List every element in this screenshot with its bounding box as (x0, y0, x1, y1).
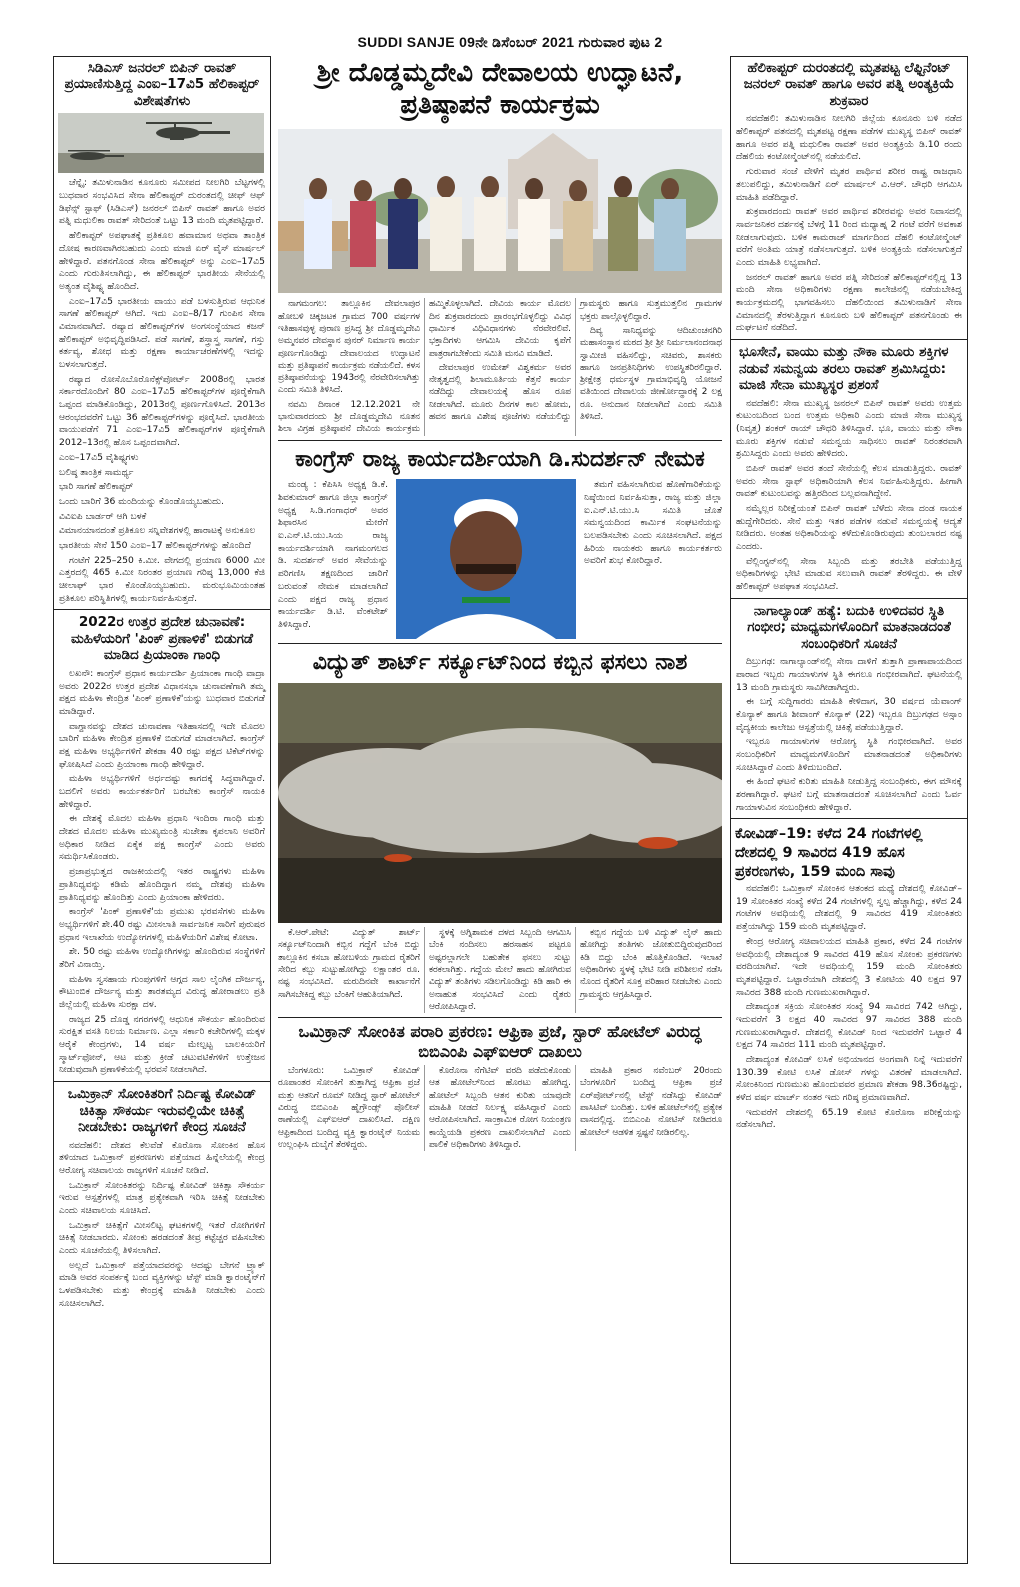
paragraph: ಗುರುವಾರ ಸಂಜೆ ವೇಳೆಗೆ ಮೃತರ ಪಾರ್ಥಿವ ಶರೀರ ರಾಷ್ಟ್ರ ರಾಜಧಾನಿ ತಲುಪಲಿದ್ದು, ತಮಿಳುನಾಡಿಗೆ ಏರ್ ಮಾರ್ಷಲ್ ವಿ.ಆರ್. ಚೌಧರಿ ಆಗಮಿಸಿ ಮಾಹಿತಿ ಪಡೆದಿದ್ದಾರೆ. (736, 166, 962, 203)
paragraph: ನವದೆಹಲಿ: ಸೇನಾ ಮುಖ್ಯಸ್ಥ ಜನರಲ್ ಬಿಪಿನ್ ರಾವತ್ ಅವರು ಉತ್ತಮ ಕುಟುಂಬದಿಂದ ಬಂದ ಉತ್ತಮ ಅಧಿಕಾರಿ ಎಂದು ಮಾಜಿ ಸೇನಾ ಮುಖ್ಯಸ್ಥ (ನಿವೃತ್ತ) ಶಂಕರ್ ರಾಯ್ ಚೌಧರಿ ತಿಳಿಸಿದ್ದಾರೆ. ಭೂ, ವಾಯು ಮತ್ತು ನೌಕಾ ಮೂರು ಶಕ್ತಿಗಳ ನಡುವೆ ಸಮನ್ವಯ ಸಾಧಿಸಲು ರಾವತ್ ನಿರಂತರವಾಗಿ ಶ್ರಮಿಸಿದ್ದರು ಎಂದು ಅವರು ಹೇಳಿದರು. (736, 397, 962, 460)
paragraph: ಒಮಿಕ್ರಾನ್ ಚಿಕಿತ್ಸೆಗೆ ಮೀಸಲಿಟ್ಟ ಘಟಕಗಳಲ್ಲಿ ಇತರೆ ರೋಗಿಗಳಿಗೆ ಚಿಕಿತ್ಸೆ ನೀಡಬಾರದು. ಸೋಂಕು ಹರಡದಂತೆ ತೀವ್ರ ಕಟ್ಟೆಚ್ಚರ ವಹಿಸಬೇಕು ಎಂದು ಸೂಚನೆಯಲ್ಲಿ ತಿಳಿಸಲಾಗಿದೆ. (59, 1219, 265, 1257)
list-item: ವಿಮಾನಯಾನದಂತೆ ಪ್ರತಿಕೂಲ ಸನ್ನಿವೇಶಗಳಲ್ಲಿ ಹಾರಾಟಕ್ಕೆ ಅನುಕೂಲ (59, 525, 256, 537)
helicopter-body (54, 177, 270, 605)
helicopter-image (58, 113, 264, 173)
paragraph: ಶೇ. 50 ರಷ್ಟು ಮಹಿಳಾ ಉದ್ಯೋಗಿಗಳನ್ನು ಹೊಂದಿರುವ ಸಂಸ್ಥೆಗಳಿಗೆ ತೆರಿಗೆ ವಿನಾಯ್ತಿ. (59, 946, 265, 970)
paragraph: ವಾಗ್ದಾನವನ್ನು ದೇಶದ ಚುನಾವಣಾ ಇತಿಹಾಸದಲ್ಲಿ ಇದೇ ಮೊದಲ ಬಾರಿಗೆ ಮಹಿಳಾ ಕೇಂದ್ರಿತ ಪ್ರಣಾಳಿಕೆ ಬಿಡುಗಡೆ ಮಾಡಲಾಗಿದೆ. ಕಾಂಗ್ರೆಸ್ ಪಕ್ಷ ಮಹಿಳಾ ಅಭ್ಯರ್ಥಿಗಳಿಗೆ ಶೇಕಡಾ 40 ರಷ್ಟು ಪಕ್ಷದ ಟಿಕೆಟ್‌ಗಳನ್ನು ಘೋಷಿಸಿದೆ ಎಂದು ಪ್ರಿಯಾಂಕಾ ಗಾಂಧಿ ಹೇಳಿದ್ದಾರೆ. (59, 720, 265, 770)
paragraph: ಬಿಪಿನ್ ರಾವತ್ ಅವರ ತಂದೆ ಸೇನೆಯಲ್ಲಿ ಕೆಲಸ ಮಾಡುತ್ತಿದ್ದರು. ರಾವತ್ ಅವರು ಸೇನಾ ಸ್ಟಾಫ್ ಅಧಿಕಾರಿಯಾಗಿ ಕೆಲಸ ನಿರ್ವಹಿಸುತ್ತಿದ್ದರು. ಹೀಗಾಗಿ ರಾವತ್ ಕುಟುಂಬವನ್ನು ಹತ್ತಿರದಿಂದ ಬಲ್ಲವನಾಗಿದ್ದೇನೆ. (736, 462, 962, 500)
paragraph: ದಿಬ್ರುಗಢ: ನಾಗಾಲ್ಯಾಂಡ್‌ನಲ್ಲಿ ಸೇನಾ ದಾಳಿಗೆ ತುತ್ತಾಗಿ ಪ್ರಾಣಾಪಾಯದಿಂದ ಪಾರಾದ ಇಬ್ಬರು ಗಾಯಾಳುಗಳ ಸ್ಥಿತಿ ಈಗಲೂ ಗಂಭೀರವಾಗಿದೆ. ಘಟನೆಯಲ್ಲಿ 13 ಮಂದಿ ಗ್ರಾಮಸ್ಥರು ಸಾವಿಗೀಡಾಗಿದ್ದರು. (736, 656, 962, 693)
list-item: ವಿವಿಐಪಿ ಬಾರ್ಡರ್ ಆಗಿ ಬಳಕೆ (59, 510, 147, 522)
paragraph: ಲಖನೌ: ಕಾಂಗ್ರೆಸ್ ಪ್ರಧಾನ ಕಾರ್ಯದರ್ಶಿ ಪ್ರಿಯಾಂಕಾ ಗಾಂಧಿ ವಾದ್ರಾ ಅವರು 2022ರ ಉತ್ತರ ಪ್ರದೇಶ ವಿಧಾನಸಭಾ ಚುನಾವಣೆಗಾಗಿ ತಮ್ಮ ಪಕ್ಷದ ಮಹಿಳಾ ಕೇಂದ್ರಿತ 'ಪಿಂಕ್ ಪ್ರಣಾಳಿಕೆ'ಯನ್ನು ಬುಧವಾರ ಬಿಡುಗಡೆ ಮಾಡಿದ್ದಾರೆ. (59, 667, 265, 717)
helicopter-photo (58, 113, 266, 173)
paragraph: ಎಂಐ–17ವಿ5 ಭಾರತೀಯ ವಾಯು ಪಡೆ ಬಳಸುತ್ತಿರುವ ಆಧುನಿಕ ಸಾಗಣೆ ಹೆಲಿಕಾಪ್ಟರ್ ಆಗಿದೆ. ಇದು ಎಂಐ–8/17 ಗುಂಪಿನ ಸೇನಾ ವಿಮಾನವಾಗಿದೆ. ರಷ್ಯಾದ ಹೆಲಿಕಾಪ್ಟರ್‌ಗಳ ಅಂಗಸಂಸ್ಥೆಯಾದ ಕಜನ್ ಹೆಲಿಕಾಪ್ಟರ್ ಅಭಿವೃದ್ಧಿಪಡಿಸಿದೆ. ಪಡೆ ಸಾಗಣೆ, ಶಸ್ತ್ರಾಸ್ತ್ರ ಸಾಗಣೆ, ಗಸ್ತು ಕರ್ತವ್ಯ, ಶೋಧ ಮತ್ತು ರಕ್ಷಣಾ ಕಾರ್ಯಾಚರಣೆಗಳಲ್ಲಿ ಇದನ್ನು ಬಳಸಲಾಗುತ್ತದೆ. (59, 295, 265, 371)
list-item: ಬಲಿಷ್ಠ ತಾಂತ್ರಿಕ ಸಾಮರ್ಥ್ಯ (59, 466, 134, 478)
temple-headline: ಶ್ರೀ ದೊಡ್ಡಮ್ಮದೇವಿ ದೇವಾಲಯ ಉದ್ಘಾಟನೆ, ಪ್ರತಿಷ್ಠಾಪನೆ ಕಾರ್ಯಕ್ರಮ (316, 58, 684, 120)
divider (278, 1017, 722, 1018)
paragraph: ಅಲ್ಲದೆ ಒಮಿಕ್ರಾನ್ ಪತ್ತೆಯಾದವರನ್ನು ಆದಷ್ಟು ಬೇಗನೆ ಟ್ರ್ಯಾಕ್ ಮಾಡಿ ಅವರ ಸಂಪರ್ಕಕ್ಕೆ ಬಂದ ವ್ಯಕ್ತಿಗಳನ್ನು ಟೆಸ್ಟ್ ಮಾಡಿ ಕ್ವಾರಂಟೈನ್‌ಗೆ ಒಳಪಡಿಸಬೇಕು ಮತ್ತು ಕೇಂದ್ರಕ್ಕೆ ಮಾಹಿತಿ ನೀಡಬೇಕು ಎಂದು ಸೂಚಿಸಲಾಗಿದೆ. (59, 1259, 265, 1309)
paragraph: ನವದೆಹಲಿ: ತಮಿಳುನಾಡಿನ ನೀಲಗಿರಿ ಜಿಲ್ಲೆಯ ಕೂನೂರು ಬಳಿ ನಡೆದ ಹೆಲಿಕಾಪ್ಟರ್ ಪತನದಲ್ಲಿ ಮೃತಪಟ್ಟ ರಕ್ಷಣಾ ಪಡೆಗಳ ಮುಖ್ಯಸ್ಥ ಬಿಪಿನ್ ರಾವತ್ ಹಾಗೂ ಅವರ ಪತ್ನಿ ಮಧುಲಿಕಾ ರಾವತ್ ಅವರ ಅಂತ್ಯಕ್ರಿಯೆ ಡಿ.10 ರಂದು ದೆಹಲಿಯ ಕಂಟೋನ್ಮೆಂಟ್‌ನಲ್ಲಿ ನಡೆಯಲಿದೆ. (736, 113, 962, 163)
paragraph: ಕೆ.ಆರ್.ಪೇಟೆ: ವಿದ್ಯುತ್ ಶಾರ್ಟ್ ಸರ್ಕ್ಯೂಟ್‌ನಿಂದಾಗಿ ಕಬ್ಬಿನ ಗದ್ದೆಗೆ ಬೆಂಕಿ ಬಿದ್ದು ತಾಲ್ಲೂಕಿನ ಕಸಬಾ ಹೋಬಳಿಯ ಗ್ರಾಮದ ರೈತರಿಗೆ ಸೇರಿದ ಕಬ್ಬು ಸುಟ್ಟುಹೋಗಿದ್ದು ಲಕ್ಷಾಂತರ ರೂ. ನಷ್ಟ ಸಂಭವಿಸಿದೆ. ಮರುದಿನವೇ ಕಾರ್ಖಾನೆಗೆ ಸಾಗಿಸಬೇಕಿದ್ದ ಕಬ್ಬು ಬೆಂಕಿಗೆ ಆಹುತಿಯಾಗಿದೆ. (278, 928, 420, 1000)
temple-body (278, 298, 722, 435)
covid-headline: ಕೋವಿಡ್–19: ಕಳೆದ 24 ಗಂಟೆಗಳಲ್ಲಿ ದೇಶದಲ್ಲಿ 9 ಸಾವಿರದ 419 ಹೊಸ ಪ್ರಕರಣಗಳು, 159 ಮಂದಿ ಸಾವು (735, 826, 923, 880)
list-item: ಭಾರತೀಯ ಸೇನೆ 150 ಎಂಐ–17 ಹೆಲಿಕಾಪ್ಟರ್‌ಗಳನ್ನು ಹೊಂದಿದೆ (59, 539, 251, 551)
paragraph: ನವದೆಹಲಿ: ಒಮಿಕ್ರಾನ್ ಸೋಂಕಿನ ಆತಂಕದ ಮಧ್ಯೆ ದೇಶದಲ್ಲಿ ಕೋವಿಡ್–19 ಸೋಂಕಿತರ ಸಂಖ್ಯೆ ಕಳೆದ 24 ಗಂಟೆಗಳಲ್ಲಿ ಸ್ವಲ್ಪ ಹೆಚ್ಚಾಗಿದ್ದು, ಕಳೆದ 24 ಗಂಟೆಗಳ ಅವಧಿಯಲ್ಲಿ ದೇಶದಲ್ಲಿ 9 ಸಾವಿರದ 419 ಸೋಂಕಿತರು ಪತ್ತೆಯಾಗಿದ್ದು 159 ಮಂದಿ ಮೃತಪಟ್ಟಿದ್ದಾರೆ. (736, 883, 962, 933)
paragraph: ಈ ಹಿಂದೆ ಘಟನೆ ಕುರಿತು ಮಾಹಿತಿ ನೀಡುತ್ತಿದ್ದ ಸಂಬಂಧಿಕರು, ಈಗ ಮೌನಕ್ಕೆ ಶರಣಾಗಿದ್ದಾರೆ. ಘಟನೆ ಬಗ್ಗೆ ಮಾತನಾಡದಂತೆ ಸೂಚಿಸಲಾಗಿದೆ ಎಂದು ಓರ್ವ ಗಾಯಾಳುವಿನ ಸಂಬಂಧಿಕರು ಹೇಳಿದ್ದಾರೆ. (736, 776, 962, 813)
paragraph: ಜನರಲ್ ರಾವತ್ ಹಾಗೂ ಅವರ ಪತ್ನಿ ಸೇರಿದಂತೆ ಹೆಲಿಕಾಪ್ಟರ್‌ನಲ್ಲಿದ್ದ 13 ಮಂದಿ ಸೇನಾ ಅಧಿಕಾರಿಗಳು ರಕ್ಷಣಾ ಕಾಲೇಜಿನಲ್ಲಿ ನಡೆಯಬೇಕಿದ್ದ ಕಾರ್ಯಕ್ರಮದಲ್ಲಿ ಭಾಗವಹಿಸಲು ದೆಹಲಿಯಿಂದ ತಮಿಳುನಾಡಿಗೆ ಸೇನಾ ವಿಮಾನದಲ್ಲಿ ತೆರಳುತ್ತಿದ್ದಾಗ ಕೂನೂರು ಬಳಿ ಹೆಲಿಕಾಪ್ಟರ್ ಪತನಗೊಂಡು ಈ ದುರ್ಘಟನೆ ನಡೆದಿದೆ. (736, 271, 962, 334)
nagaland-body (731, 656, 967, 814)
fire-photo (278, 683, 722, 923)
pink-manifesto-headline: 2022ರ ಉತ್ತರ ಪ್ರದೇಶ ಚುನಾವಣೆ: ಮಹಿಳೆಯರಿಗೆ 'ಪಿಂಕ್ ಪ್ರಣಾಳಿಕೆ' ಬಿಡುಗಡೆ ಮಾಡಿದ ಪ್ರಿಯಾಂಕಾ ಗಾಂಧಿ (70, 614, 254, 664)
paragraph: ಕೊರೊನಾ ನೆಗೆಟಿವ್ ವರದಿ ಪಡೆದುಕೊಂಡು ಆತ ಹೋಟೆಲ್‌ನಿಂದ ಹೊರಟು ಹೋಗಿದ್ದ. ಹೋಟೆಲ್ ಸಿಬ್ಬಂದಿ ಆತನ ಕುರಿತು ಯಾವುದೇ ಮಾಹಿತಿ ನೀಡದೆ ನಿರ್ಲಕ್ಷ್ಯ ವಹಿಸಿದ್ದಾರೆ ಎಂದು ಆರೋಪಿಸಲಾಗಿದೆ. ಸಾಂಕ್ರಾಮಿಕ ರೋಗ ನಿಯಂತ್ರಣ ಕಾಯ್ದೆಯಡಿ ಪ್ರಕರಣ ದಾಖಲಿಸಲಾಗಿದೆ ಎಂದು ಪಾಲಿಕೆ ಅಧಿಕಾರಿಗಳು ತಿಳಿಸಿದ್ದಾರೆ. (429, 1066, 571, 1150)
paragraph: ರಷ್ಯಾದ ರೋಸೊಬೊರೊನೆಕ್ಸ್‌ಪೋರ್ಟ್ 2008ರಲ್ಲಿ ಭಾರತ ಸರ್ಕಾರದೊಂದಿಗೆ 80 ಎಂಐ–17ವಿ5 ಹೆಲಿಕಾಪ್ಟರ್‌ಗಳ ಪೂರೈಕೆಗಾಗಿ ಒಪ್ಪಂದ ಮಾಡಿಕೊಂಡಿದ್ದು, 2013ರಲ್ಲಿ ಪೂರ್ಣಗೊಳಿಸಿದೆ. 2013ರ ಆರಂಭದವರೆಗೆ ಒಟ್ಟು 36 ಹೆಲಿಕಾಪ್ಟರ್‌ಗಳನ್ನು ಪೂರೈಸಿದೆ. ಭಾರತೀಯ ವಾಯುಪಡೆಗೆ 71 ಎಂಐ–17ವಿ5 ಹೆಲಿಕಾಪ್ಟರ್‌ಗಳ ಪೂರೈಕೆಗಾಗಿ 2012–13ರಲ್ಲಿ ಹೊಸ ಒಪ್ಪಂದವಾಗಿದೆ. (59, 373, 265, 449)
list-item: ಒಂದು ಬಾರಿಗೆ 36 ಮಂದಿಯನ್ನು ಕೊಂಡೊಯ್ಯಬಹುದು. (59, 495, 224, 507)
divider (54, 1081, 270, 1082)
paragraph: ದೇಶಾದ್ಯಂತ ಕೋವಿಡ್ ಲಸಿಕೆ ಅಭಿಯಾನದ ಅಂಗವಾಗಿ ನಿನ್ನೆ ಇದುವರೆಗೆ 130.39 ಕೋಟಿ ಲಸಿಕೆ ಡೋಸ್ ಗಳನ್ನು ವಿತರಣೆ ಮಾಡಲಾಗಿದೆ. ಸೋಂಕಿನಿಂದ ಗುಣಮುಖ ಹೊಂದುವವರ ಪ್ರಮಾಣ ಶೇಕಡಾ 98.36ರಷ್ಟಿದ್ದು, ಕಳೆದ ವರ್ಷ ಮಾರ್ಚ್ ನಂತರ ಇದು ಗರಿಷ್ಠ ಪ್ರಮಾಣವಾಗಿದೆ. (736, 1054, 962, 1104)
armed-forces-body (731, 398, 967, 594)
covid-body (731, 883, 967, 1132)
list-item: ಎಂಐ–17ವಿ5 ವೈಶಿಷ್ಟ್ಯಗಳು (59, 451, 139, 463)
divider (731, 598, 967, 599)
paragraph: ಸ್ಥಳಕ್ಕೆ ಅಗ್ನಿಶಾಮಕ ದಳದ ಸಿಬ್ಬಂದಿ ಆಗಮಿಸಿ ಬೆಂಕಿ ನಂದಿಸಲು ಹರಸಾಹಸ ಪಟ್ಟರೂ ಅಷ್ಟರಲ್ಲಾಗಲೇ ಬಹುತೇಕ ಫಸಲು ಸುಟ್ಟು ಕರಕಲಾಗಿತ್ತು. ಗದ್ದೆಯ ಮೇಲೆ ಹಾದು ಹೋಗಿರುವ ವಿದ್ಯುತ್ ತಂತಿಗಳು ಸಡಿಲಗೊಂಡಿದ್ದು ಕಿಡಿ ಹಾರಿ ಈ ಅನಾಹುತ ಸಂಭವಿಸಿದೆ ಎಂದು ರೈತರು ಆರೋಪಿಸಿದ್ದಾರೆ. (429, 928, 571, 1012)
paragraph: ಕಬ್ಬಿನ ಗದ್ದೆಯ ಬಳಿ ವಿದ್ಯುತ್ ಲೈನ್ ಹಾದು ಹೋಗಿದ್ದು ತಂತಿಗಳು ಜೋತುಬಿದ್ದಿರುವುದರಿಂದ ಕಿಡಿ ಬಿದ್ದು ಬೆಂಕಿ ಹೊತ್ತಿಕೊಂಡಿದೆ. ಇಲಾಖೆ ಅಧಿಕಾರಿಗಳು ಸ್ಥಳಕ್ಕೆ ಭೇಟಿ ನೀಡಿ ಪರಿಶೀಲನೆ ನಡೆಸಿ ನೊಂದ ರೈತರಿಗೆ ಸೂಕ್ತ ಪರಿಹಾರ ನೀಡಬೇಕು ಎಂದು ಗ್ರಾಮಸ್ಥರು ಆಗ್ರಹಿಸಿದ್ದಾರೆ. (580, 928, 722, 1000)
paragraph: ನಮ್ಮೆಲ್ಲರ ನಿರೀಕ್ಷೆಯಂತೆ ಬಿಪಿನ್ ರಾವತ್ ಬೆಳೆದು ಸೇನಾ ದಂಡ ನಾಯಕ ಹುದ್ದೆಗೇರಿದರು. ಸೇನೆ ಮತ್ತು ಇತರ ಪಡೆಗಳ ನಡುವೆ ಸಮನ್ವಯಕ್ಕೆ ಆದ್ಯತೆ ನೀಡಿದರು. ಅಂತಹ ಅಧಿಕಾರಿಯನ್ನು ಕಳೆದುಕೊಂಡಿರುವುದು ತುಂಬಲಾರದ ನಷ್ಟ ಎಂದರು. (736, 503, 962, 553)
divider (731, 818, 967, 819)
paragraph: ಇದುವರೆಗೆ ದೇಶದಲ್ಲಿ 65.19 ಕೋಟಿ ಕೊರೊನಾ ಪರೀಕ್ಷೆಯನ್ನು ನಡೆಸಲಾಗಿದೆ. (736, 1106, 962, 1131)
portrait-photo (396, 479, 576, 639)
right-column (730, 56, 968, 1564)
paragraph: ಕಾಂಗ್ರೆಸ್ 'ಪಿಂಕ್ ಪ್ರಣಾಳಿಕೆ'ಯ ಪ್ರಮುಖ ಭರವಸೆಗಳು ಮಹಿಳಾ ಅಭ್ಯರ್ಥಿಗಳಿಗೆ ಶೇ.40 ರಷ್ಟು ಮೀಸಲಾತಿ ಸಾರ್ವಜನಿಕ ಸಾರಿಗೆ ಪುರುಷರ ಪ್ರಧಾನ ಇಲಾಖೆಯ ಉದ್ಯೋಗಗಳಲ್ಲಿ ಮಹಿಳೆಯರಿಗೆ ವಿಶೇಷ ಕೋಟಾ. (59, 906, 265, 943)
divider (731, 339, 967, 340)
paragraph: ನಾಗಮಂಗಲ: ತಾಲ್ಲೂಕಿನ ದೇವಲಾಪುರ ಹೋಬಳಿ ಚಿಕ್ಕಜಟಕ ಗ್ರಾಮದ 700 ವರ್ಷಗಳ ಇತಿಹಾಸವುಳ್ಳ ಪುರಾಣ ಪ್ರಸಿದ್ಧ ಶ್ರೀ ದೊಡ್ಡಮ್ಮದೇವಿ ಅಮ್ಮನವರ ದೇವಸ್ಥಾನ ಪುನರ್ ನಿರ್ಮಾಣ ಕಾರ್ಯ ಪೂರ್ಣಗೊಂಡಿದ್ದು ದೇವಾಲಯದ ಉದ್ಘಾಟನೆ ಮತ್ತು ಪ್ರತಿಷ್ಠಾಪನೆ ಕಾರ್ಯಕ್ರಮ ನಡೆಯಲಿದೆ. ಕಳಸ ಪ್ರತಿಷ್ಠಾಪನೆಯನ್ನು 1943ರಲ್ಲಿ ನೆರವೇರಿಸಲಾಗಿತ್ತು ಎಂದು ಸಮಿತಿ ತಿಳಿಸಿದೆ. (278, 299, 420, 396)
sudarshan-portrait (396, 479, 576, 639)
paragraph: ಒಮಿಕ್ರಾನ್ ಸೋಂಕಿತರನ್ನು ನಿರ್ದಿಷ್ಟ ಕೋವಿಡ್ ಚಿಕಿತ್ಸಾ ಸೌಕರ್ಯ ಇರುವ ಆಸ್ಪತ್ರೆಗಳಲ್ಲಿ ಮಾತ್ರ ಪ್ರತ್ಯೇಕವಾಗಿ ಇರಿಸಿ ಚಿಕಿತ್ಸೆ ನೀಡಬೇಕು ಎಂದು ಸಚಿವಾಲಯ ಸೂಚಿಸಿದೆ. (59, 1179, 265, 1216)
paragraph: ದೇವಲಾಪುರ ಉಮೇಶ್ ವಿಶ್ವಕರ್ಮ ಅವರ ನೇತೃತ್ವದಲ್ಲಿ ಶಿಲಾಮೂರ್ತಿಯ ಕೆತ್ತನೆ ಕಾರ್ಯ ನಡೆದಿದ್ದು ದೇವಾಲಯಕ್ಕೆ ಹೊಸ ರೂಪ ನೀಡಲಾಗಿದೆ. ಮೂರು ದಿನಗಳ ಕಾಲ ಹೋಮ, ಹವನ ಹಾಗೂ ವಿಶೇಷ ಪೂಜೆಗಳು ನಡೆಯಲಿದ್ದು ಗ್ರಾಮಸ್ಥರು ಹಾಗೂ ಸುತ್ತಮುತ್ತಲಿನ ಗ್ರಾಮಗಳ ಭಕ್ತರು ಪಾಲ್ಗೊಳ್ಳಲಿದ್ದಾರೆ. (429, 299, 722, 422)
paragraph: ಚೆನ್ನೈ: ತಮಿಳುನಾಡಿನ ಕೂನೂರು ಸಮೀಪದ ನೀಲಗಿರಿ ಬೆಟ್ಟಗಳಲ್ಲಿ ಬುಧವಾರ ಸಂಭವಿಸಿದ ಸೇನಾ ಹೆಲಿಕಾಪ್ಟರ್ ದುರಂತದಲ್ಲಿ ಚೀಫ್ ಆಫ್ ಡಿಫೆನ್ಸ್ ಸ್ಟಾಫ್ (ಸಿಡಿಎಸ್) ಜನರಲ್ ಬಿಪಿನ್ ರಾವತ್ ಹಾಗೂ ಅವರ ಪತ್ನಿ ಮಧುಲಿಕಾ ರಾವತ್ ಸೇರಿದಂತೆ ಒಟ್ಟು 13 ಮಂದಿ ಮೃತಪಟ್ಟಿದ್ದಾರೆ. (59, 177, 265, 227)
helicopter-headline: ಸಿಡಿಎಸ್ ಜನರಲ್ ಬಿಪಿನ್ ರಾವತ್ ಪ್ರಯಾಣಿಸುತ್ತಿದ್ದ ಎಂಐ–17ವಿ5 ಹೆಲಿಕಾಪ್ಟರ್ ವಿಶೇಷತೆಗಳು (64, 60, 260, 109)
pink-manifesto-body (54, 668, 270, 1077)
paragraph: ರಾಜ್ಯದ 25 ದೊಡ್ಡ ನಗರಗಳಲ್ಲಿ ಆಧುನಿಕ ಸೌಕರ್ಯ ಹೊಂದಿರುವ ಸುರಕ್ಷಿತ ವಸತಿ ನಿಲಯ ನಿರ್ಮಾಣ. ಎಲ್ಲಾ ಸರ್ಕಾರಿ ಕಚೇರಿಗಳಲ್ಲಿ ಮಕ್ಕಳ ಆರೈಕೆ ಕೇಂದ್ರಗಳು, 14 ವರ್ಷ ಮೇಲ್ಪಟ್ಟ ಬಾಲಕಿಯರಿಗೆ ಸ್ಮಾರ್ಟ್‌ಫೋನ್, ಆಟ ಮತ್ತು ಕ್ರೀಡೆ ಚಟುವಟಿಕೆಗಳಿಗೆ ಉತ್ತೇಜನ ನೀಡುವುದಾಗಿ ಪ್ರಣಾಳಿಕೆಯಲ್ಲಿ ಭರವಸೆ ನೀಡಲಾಗಿದೆ. (59, 1013, 265, 1076)
paragraph: ನವದೆಹಲಿ: ದೇಶದ ಕೆಲವೆಡೆ ಕೊರೊನಾ ಸೋಂಕಿನ ಹೊಸ ತಳಿಯಾದ ಒಮಿಕ್ರಾನ್ ಪ್ರಕರಣಗಳು ಪತ್ತೆಯಾದ ಹಿನ್ನೆಲೆಯಲ್ಲಿ ಕೇಂದ್ರ ಆರೋಗ್ಯ ಸಚಿವಾಲಯ ರಾಜ್ಯಗಳಿಗೆ ಸೂಚನೆ ನೀಡಿದೆ. (59, 1139, 265, 1176)
congress-block (278, 479, 722, 639)
paragraph: ಮಂಡ್ಯ : ಕೆಪಿಸಿಸಿ ಅಧ್ಯಕ್ಷ ಡಿ.ಕೆ. ಶಿವಕುಮಾರ್ ಹಾಗೂ ಜಿಲ್ಲಾ ಕಾಂಗ್ರೆಸ್ ಅಧ್ಯಕ್ಷ ಸಿ.ಡಿ.ಗಂಗಾಧರ್ ಅವರ ಶಿಫಾರಸಿನ ಮೇರೆಗೆ ಐ.ಎನ್.ಟಿ.ಯು.ಸಿಯ ರಾಜ್ಯ ಕಾರ್ಯದರ್ಶಿಯಾಗಿ ನಾಗಮಂಗಲದ ಡಿ. ಸುದರ್ಶನ್ ಅವರ ಸೇವೆಯನ್ನು ಪರಿಗಣಿಸಿ ತಕ್ಷಣದಿಂದ ಜಾರಿಗೆ ಬರುವಂತೆ ನೇಮಕ ಮಾಡಲಾಗಿದೆ ಎಂದು ಪಕ್ಷದ ರಾಜ್ಯ ಪ್ರಧಾನ ಕಾರ್ಯದರ್ಶಿ ಡಿ.ಟಿ. ವೆಂಕಟೇಶ್ ತಿಳಿಸಿದ್ದಾರೆ. (278, 479, 388, 630)
congress-headline: ಕಾಂಗ್ರೆಸ್ ರಾಜ್ಯ ಕಾರ್ಯದರ್ಶಿಯಾಗಿ ಡಿ.ಸುದರ್ಶನ್ ನೇಮಕ (295, 446, 705, 472)
omicron-fir-body (278, 1065, 722, 1151)
paragraph: ಮಹಿಳಾ ಸ್ವಸಹಾಯ ಗುಂಪುಗಳಿಗೆ ಆಗ್ಗದ ಸಾಲ ಲೈಂಗಿಕ ದೌರ್ಜನ್ಯ, ಕೌಟುಂಬಿಕ ದೌರ್ಜನ್ಯ ಮತ್ತು ತಾರತಮ್ಯದ ವಿರುದ್ಧ ಹೋರಾಡಲು ಪ್ರತಿ ಜಿಲ್ಲೆಯಲ್ಲಿ ಮಹಿಳಾ ಸುರಕ್ಷಾ ದಳ. (59, 973, 265, 1010)
paragraph: ಪ್ರಜಾಪ್ರಭುತ್ವದ ರಾಜಕೀಯದಲ್ಲಿ ಇತರ ರಾಷ್ಟ್ರಗಳು ಮಹಿಳಾ ಪ್ರಾತಿನಿಧ್ಯವನ್ನು ಕಡಿಮೆ ಹೊಂದಿದ್ದಾಗ ನಮ್ಮ ದೇಶವು ಮಹಿಳಾ ಪ್ರಾತಿನಿಧ್ಯವನ್ನು ಹೊಂದಿತ್ತು ಎಂದು ಪ್ರಿಯಾಂಕಾ ಹೇಳಿದರು. (59, 866, 265, 903)
temple-photo (278, 129, 722, 293)
paragraph: ಮಹಿಳಾ ಅಭ್ಯರ್ಥಿಗಳಿಗೆ ಅರ್ಧದಷ್ಟು ಕಾಗದಕ್ಕೆ ಸಿದ್ಧವಾಗಿದ್ದಾರೆ. ಬದಲಿಗೆ ಅವರು ಕಾರ್ಯಕರ್ತರಿಗೆ ಬರಬೇಕು ಕಾಂಗ್ರೆಸ್ ನಾಯಕಿ ಹೇಳಿದ್ದಾರೆ. (59, 773, 265, 810)
paragraph: ದಿವ್ಯ ಸಾನಿಧ್ಯವನ್ನು ಆದಿಚುಂಚನಗಿರಿ ಮಹಾಸಂಸ್ಥಾನ ಮಠದ ಶ್ರೀ ಶ್ರೀ ನಿರ್ಮಲಾನಂದನಾಥ ಸ್ವಾಮೀಜಿ ವಹಿಸಲಿದ್ದು, ಸಚಿವರು, ಶಾಸಕರು ಹಾಗೂ ಜನಪ್ರತಿನಿಧಿಗಳು ಉಪಸ್ಥಿತರಿರಲಿದ್ದಾರೆ. ಶ್ರೀಕ್ಷೇತ್ರ ಧರ್ಮಸ್ಥಳ ಗ್ರಾಮಾಭಿವೃದ್ಧಿ ಯೋಜನೆ ವತಿಯಿಂದ ದೇವಾಲಯ ಜೀರ್ಣೋದ್ಧಾರಕ್ಕೆ 2 ಲಕ್ಷ ರೂ. ಅನುದಾನ ನೀಡಲಾಗಿದೆ ಎಂದು ಸಮಿತಿ ತಿಳಿಸಿದೆ. (580, 326, 722, 422)
congress-body-left (278, 479, 388, 639)
middle-column (278, 56, 722, 1566)
masthead: SUDDI SANJE 09ನೇ ಡಿಸೆಂಬರ್ 2021 ಗುರುವಾರ ಪುಟ 2 (357, 34, 663, 50)
omicron-treatment-headline: ಒಮಿಕ್ರಾನ್ ಸೋಂಕಿತರಿಗೆ ನಿರ್ದಿಷ್ಟ ಕೋವಿಡ್ ಚಿಕಿತ್ಸಾ ಸೌಕರ್ಯ ಇರುವಲ್ಲಿಯೇ ಚಿಕಿತ್ಸೆ ನೀಡಬೇಕು: ರಾಜ್ಯಗಳಿಗೆ ಕೇಂದ್ರ ಸೂಚನೆ (67, 1086, 257, 1136)
divider (278, 440, 722, 441)
list-item: ಭಾರಿ ಸಾಗಣೆ ಹೆಲಿಕಾಪ್ಟರ್ (59, 481, 134, 493)
congress-body-right (584, 479, 722, 639)
paragraph: ಮಾಹಿತಿ ಪ್ರಕಾರ ನವೆಂಬರ್ 20ರಂದು ಬೆಂಗಳೂರಿಗೆ ಬಂದಿದ್ದ ಆಫ್ರಿಕಾ ಪ್ರಜೆ ಏರ್‌ಪೋರ್ಟ್‌ನಲ್ಲಿ ಟೆಸ್ಟ್ ನಡೆಸಿದ್ದು ಕೋವಿಡ್ ಪಾಸಿಟಿವ್ ಬಂದಿತ್ತು. ಬಳಿಕ ಹೋಟೆಲ್‌ನಲ್ಲಿ ಪ್ರತ್ಯೇಕ ವಾಸದಲ್ಲಿದ್ದ. ಬಿಬಿಎಂಪಿ ನೋಟಿಸ್ ನೀಡಿದರೂ ಹೋಟೆಲ್ ಆಡಳಿತ ಸ್ಪಷ್ಟನೆ ನೀಡಿರಲಿಲ್ಲ. (580, 1066, 722, 1138)
divider (278, 643, 722, 644)
omicron-treatment-body (54, 1140, 270, 1311)
paragraph: ನವಮಿ ದಿನಾಂಕ 12.12.2021 ನೇ ಭಾನುವಾರದಂದು ಶ್ರೀ ದೊಡ್ಡಮ್ಮದೇವಿ ನೂತನ ಶಿಲಾ ವಿಗ್ರಹ ಪ್ರತಿಷ್ಠಾಪನೆ ದೇವಿಯ ಕಾರ್ಯಕ್ರಮ ಹಮ್ಮಿಕೊಳ್ಳಲಾಗಿದೆ. ದೇವಿಯ ಕಾರ್ಯ ಮೊದಲ ದಿನ ಶುಕ್ರವಾರದಂದು ಪ್ರಾರಂಭಗೊಳ್ಳಲಿದ್ದು ವಿವಿಧ ಧಾರ್ಮಿಕ ವಿಧಿವಿಧಾನಗಳು ನೆರವೇರಲಿವೆ. ಭಕ್ತಾದಿಗಳು ಆಗಮಿಸಿ ದೇವಿಯ ಕೃಪೆಗೆ ಪಾತ್ರರಾಗಬೇಕೆಂದು ಸಮಿತಿ ಮನವಿ ಮಾಡಿದೆ. (278, 299, 571, 435)
paragraph: ಹೆಲಿಕಾಪ್ಟರ್ ಅಪಘಾತಕ್ಕೆ ಪ್ರತಿಕೂಲ ಹವಾಮಾನ ಅಥವಾ ತಾಂತ್ರಿಕ ದೋಷ ಕಾರಣವಾಗಿರಬಹುದು ಎಂದು ಮಾಜಿ ಏರ್ ವೈಸ್ ಮಾರ್ಷಲ್ ಹೇಳಿದ್ದಾರೆ. ಪತನಗೊಂಡ ಸೇನಾ ಹೆಲಿಕಾಪ್ಟರ್ ಅನ್ನು ಎಂಐ–17ವಿ5 ಎಂದು ಗುರುತಿಸಲಾಗಿದ್ದು, ಈ ಹೆಲಿಕಾಪ್ಟರ್ ಭಾರತೀಯ ಸೇನೆಯಲ್ಲಿ ಅತ್ಯಂತ ವೈಶಿಷ್ಟ್ಯ ಹೊಂದಿದೆ. (59, 230, 265, 292)
temple-group-image (278, 129, 722, 293)
fire-body (278, 927, 722, 1013)
funeral-headline: ಹೆಲಿಕಾಪ್ಟರ್ ದುರಂತದಲ್ಲಿ ಮೃತಪಟ್ಟ ಲೆಫ್ಟಿನೆಂಟ್ ಜನರಲ್ ರಾವತ್ ಹಾಗೂ ಅವರ ಪತ್ನಿ ಅಂತ್ಯಕ್ರಿಯೆ ಶುಕ್ರವಾರ (743, 60, 955, 109)
paragraph: ಕೇಂದ್ರ ಆರೋಗ್ಯ ಸಚಿವಾಲಯದ ಮಾಹಿತಿ ಪ್ರಕಾರ, ಕಳೆದ 24 ಗಂಟೆಗಳ ಅವಧಿಯಲ್ಲಿ ದೇಶಾದ್ಯಂತ 9 ಸಾವಿರದ 419 ಹೊಸ ಸೋಂಕು ಪ್ರಕರಣಗಳು ವರದಿಯಾಗಿವೆ. ಇದೇ ಅವಧಿಯಲ್ಲಿ 159 ಮಂದಿ ಸೋಂಕಿತರು ಮೃತಪಟ್ಟಿದ್ದಾರೆ. ಒಟ್ಟಾರೆಯಾಗಿ ದೇಶದಲ್ಲಿ 3 ಕೋಟಿಯ 40 ಲಕ್ಷದ 97 ಸಾವಿರದ 388 ಮಂದಿ ಗುಣಮುಖರಾಗಿದ್ದಾರೆ. (736, 935, 962, 998)
paragraph: ಈ ಬಗ್ಗೆ ಸುದ್ದಿಗಾರರು ಮಾಹಿತಿ ಕೇಳಿದಾಗ, 30 ವರ್ಷದ ಯೆವಾಂಗ್ ಕೊನ್ಯಾಕ್ ಹಾಗೂ ಶೀವಾಂಗ್ ಕೊನ್ಯಾಕ್ (22) ಇಬ್ಬರೂ ದಿಬ್ರುಗಢದ ಅಸ್ಸಾಂ ವೈದ್ಯಕೀಯ ಕಾಲೇಜು ಆಸ್ಪತ್ರೆಯಲ್ಲಿ ಚಿಕಿತ್ಸೆ ಪಡೆಯುತ್ತಿದ್ದಾರೆ. (736, 696, 962, 733)
nagaland-headline: ನಾಗಾಲ್ಯಾಂಡ್ ಹತ್ಯೆ: ಬದುಕಿ ಉಳಿದವರ ಸ್ಥಿತಿ ಗಂಭೀರ; ಮಾಧ್ಯಮಗಳೊಂದಿಗೆ ಮಾತನಾಡದಂತೆ ಸಂಬಂಧಿಕರಿಗೆ ಸೂಚನೆ (747, 602, 951, 652)
paragraph: ಈ ದೇಶಕ್ಕೆ ಮೊದಲ ಮಹಿಳಾ ಪ್ರಧಾನಿ ಇಂದಿರಾ ಗಾಂಧಿ ಮತ್ತು ದೇಶದ ಮೊದಲ ಮಹಿಳಾ ಮುಖ್ಯಮಂತ್ರಿ ಸುಚೇತಾ ಕೃಪಲಾನಿ ಅವರಿಗೆ ಅಧಿಕಾರ ನೀಡಿದ ಏಕೈಕ ಪಕ್ಷ ಕಾಂಗ್ರೆಸ್ ಎಂದು ಅವರು ಸಮರ್ಥಿಸಿಕೊಂಡರು. (59, 813, 265, 863)
paragraph: ದೇಶಾದ್ಯಂತ ಸಕ್ರಿಯ ಸೋಂಕಿತರ ಸಂಖ್ಯೆ 94 ಸಾವಿರದ 742 ಆಗಿದ್ದು, ಇದುವರೆಗೆ 3 ಲಕ್ಷದ 40 ಸಾವಿರದ 97 ಸಾವಿರದ 388 ಮಂದಿ ಗುಣಮುಖರಾಗಿದ್ದಾರೆ. ದೇಶದಲ್ಲಿ ಕೋವಿಡ್ ನಿಂದ ಇದುವರೆಗೆ ಒಟ್ಟಾರೆ 4 ಲಕ್ಷದ 74 ಸಾವಿರದ 111 ಮಂದಿ ಮೃತಪಟ್ಟಿದ್ದಾರೆ. (736, 1001, 962, 1051)
paragraph: ಬೆಂಗಳೂರು: ಒಮಿಕ್ರಾನ್ ಕೋವಿಡ್ ರೂಪಾಂತರ ಸೋಂಕಿಗೆ ತುತ್ತಾಗಿದ್ದ ಆಫ್ರಿಕಾ ಪ್ರಜೆ ಮತ್ತು ಆತನಿಗೆ ರೂಮ್ ನೀಡಿದ್ದ ಸ್ಟಾರ್ ಹೋಟೆಲ್ ವಿರುದ್ಧ ಬಿಬಿಎಂಪಿ ಹೈಗ್ರೌಂಡ್ಸ್ ಪೊಲೀಸ್ ಠಾಣೆಯಲ್ಲಿ ಎಫ್‌ಐಆರ್ ದಾಖಲಿಸಿದೆ. ದಕ್ಷಿಣ ಆಫ್ರಿಕಾದಿಂದ ಬಂದಿದ್ದ ವ್ಯಕ್ತಿ ಕ್ವಾರಂಟೈನ್ ನಿಯಮ ಉಲ್ಲಂಘಿಸಿ ದುಬೈಗೆ ತೆರಳಿದ್ದರು. (278, 1066, 420, 1150)
sugarcane-fire-image (278, 683, 722, 923)
paragraph: ವೆಲ್ಲಿಂಗ್ಟನ್‌ನಲ್ಲಿ ಸೇನಾ ಸಿಬ್ಬಂದಿ ಮತ್ತು ತರಬೇತಿ ಪಡೆಯುತ್ತಿದ್ದ ಅಧಿಕಾರಿಗಳನ್ನು ಭೇಟಿ ಮಾಡುವ ಸಲುವಾಗಿ ರಾವತ್ ತೆರಳಿದ್ದರು. ಈ ವೇಳೆ ಹೆಲಿಕಾಪ್ಟರ್ ಅಪಘಾತ ಸಂಭವಿಸಿದೆ. (736, 555, 962, 593)
divider (54, 609, 270, 610)
funeral-body (731, 113, 967, 335)
paragraph: ಇಬ್ಬರೂ ಗಾಯಾಳುಗಳ ಆರೋಗ್ಯ ಸ್ಥಿತಿ ಗಂಭೀರವಾಗಿದೆ. ಅವರ ಸಂಬಂಧಿಕರಿಗೆ ಮಾಧ್ಯಮಗಳೊಂದಿಗೆ ಮಾತನಾಡದಂತೆ ಅಧಿಕಾರಿಗಳು ಸೂಚಿಸಿದ್ದಾರೆ ಎಂದು ತಿಳಿದುಬಂದಿದೆ. (736, 736, 962, 773)
armed-forces-headline: ಭೂಸೇನೆ, ವಾಯು ಮತ್ತು ನೌಕಾ ಮೂರು ಶಕ್ತಿಗಳ ನಡುವೆ ಸಮನ್ವಯ ತರಲು ರಾವತ್ ಶ್ರಮಿಸಿದ್ದರು: ಮಾಜಿ ಸೇನಾ ಮುಖ್ಯಸ್ಥರ ಪ್ರಶಂಸೆ (739, 344, 949, 394)
omicron-fir-headline: ಒಮಿಕ್ರಾನ್ ಸೋಂಕಿತ ಪರಾರಿ ಪ್ರಕರಣ: ಆಫ್ರಿಕಾ ಪ್ರಜೆ, ಸ್ಟಾರ್ ಹೋಟೆಲ್ ವಿರುದ್ಧ ಬಿಬಿಎಂಪಿ ಎಫ್‌ಐಆರ್ ದಾಖಲು (298, 1022, 702, 1061)
paragraph: ಗಂಟೆಗೆ 225–250 ಕಿ.ಮೀ. ವೇಗದಲ್ಲಿ ಪ್ರಯಾಣ 6000 ಮೀ ಎತ್ತರದಲ್ಲಿ 465 ಕಿ.ಮೀ ನಿರಂತರ ಪ್ರಯಾಣ ಗರಿಷ್ಠ 13,000 ಕೆಜಿ ಚೀಲಾಘ್ ಭಾರ ಕೊಂಡೊಯ್ಯಬಹುದು. ಮರುಭೂಮಿಯಂತಹ ಪ್ರತಿಕೂಲ ಪರಿಸ್ಥಿತಿಗಳಲ್ಲಿ ಕಾರ್ಯನಿರ್ವಹಿಸುತ್ತದೆ. (59, 554, 265, 604)
paragraph: ಶುಕ್ರವಾರದಂದು ರಾವತ್ ಅವರ ಪಾರ್ಥಿವ ಶರೀರವನ್ನು ಅವರ ನಿವಾಸದಲ್ಲಿ ಸಾರ್ವಜನಿಕರ ದರ್ಶನಕ್ಕೆ ಬೆಳಗ್ಗೆ 11 ರಿಂದ ಮಧ್ಯಾಹ್ನ 2 ಗಂಟೆ ವರೆಗೆ ಅವಕಾಶ ನೀಡಲಾಗುವುದು. ಬಳಿಕ ಕಾಮರಾಜ್ ಮಾರ್ಗದಿಂದ ದೆಹಲಿ ಕಂಟೋನ್ಮೆಂಟ್ ವರೆಗೆ ಅಂತಿಮ ಯಾತ್ರೆ ನಡೆಸಲಾಗುತ್ತದೆ. ಬಳಿಕ ಅಂತ್ಯಕ್ರಿಯೆ ನಡೆಸಲಾಗುತ್ತದೆ ಎಂದು ಮಾಹಿತಿ ಲಭ್ಯವಾಗಿದೆ. (736, 206, 962, 268)
left-column (53, 56, 271, 1564)
paragraph: ತಮಗೆ ವಹಿಸಲಾಗಿರುವ ಹೊಣೆಗಾರಿಕೆಯನ್ನು ನಿಷ್ಠೆಯಿಂದ ನಿರ್ವಹಿಸುತ್ತಾ, ರಾಜ್ಯ ಮತ್ತು ಜಿಲ್ಲಾ ಐ.ಎನ್.ಟಿ.ಯು.ಸಿ ಸಮಿತಿ ಜೊತೆ ಸಮನ್ವಯದಿಂದ ಕಾರ್ಮಿಕ ಸಂಘಟನೆಯನ್ನು ಬಲಪಡಿಸಬೇಕು ಎಂದು ಸೂಚಿಸಲಾಗಿದೆ. ಪಕ್ಷದ ಹಿರಿಯ ನಾಯಕರು ಹಾಗೂ ಕಾರ್ಯಕರ್ತರು ಅವರಿಗೆ ಶುಭ ಕೋರಿದ್ದಾರೆ. (584, 479, 722, 567)
fire-headline: ವಿದ್ಯುತ್ ಶಾರ್ಟ್ ಸರ್ಕ್ಯೂಟ್‌ನಿಂದ ಕಬ್ಬಿನ ಫಸಲು ನಾಶ (312, 650, 688, 676)
